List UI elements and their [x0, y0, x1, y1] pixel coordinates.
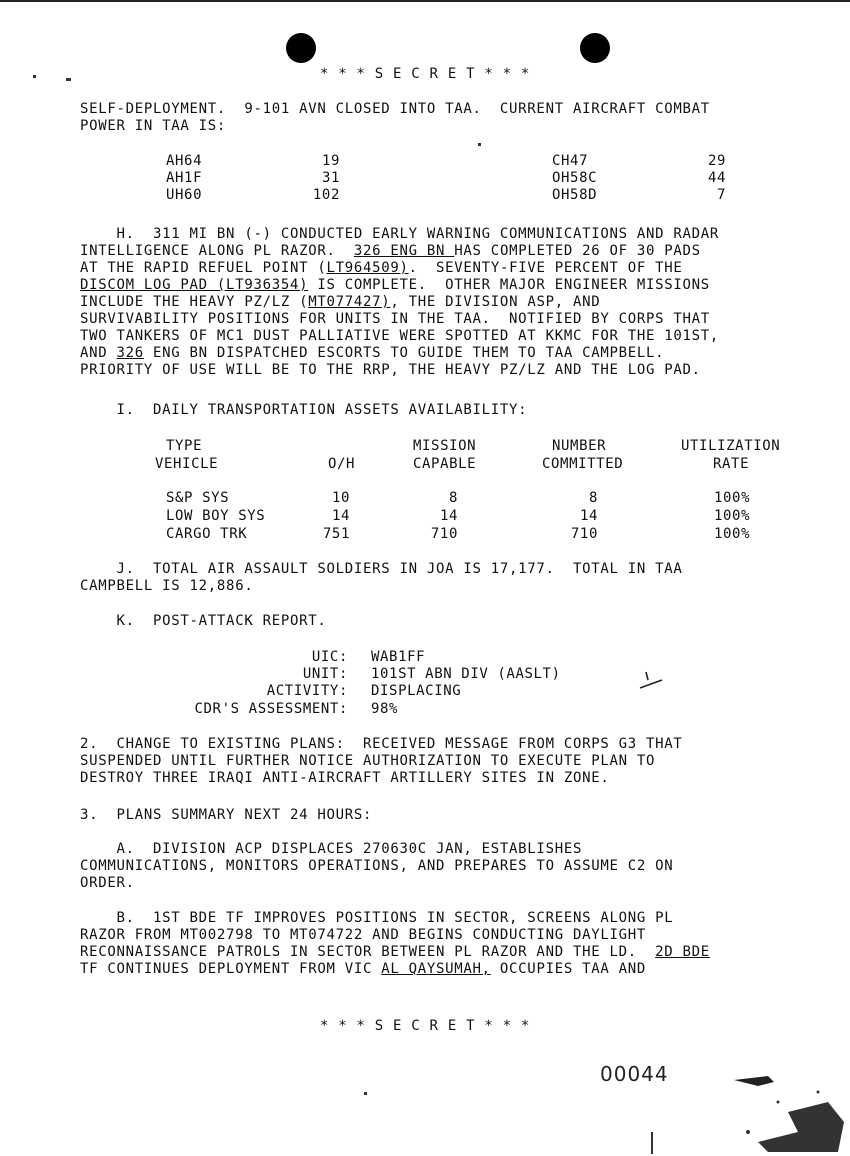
- transport-oh: 10: [331, 490, 350, 506]
- report-value: WAB1FF: [371, 649, 426, 665]
- para-b-line: RAZOR FROM MT002798 TO MT074722 AND BEGINS CONDUCTING DAYLIGHT: [80, 927, 646, 943]
- aircraft-count: 102: [312, 187, 340, 203]
- para-b-line: RECONNAISSANCE PATROLS IN SECTOR BETWEEN PL RAZOR AND THE LD. 2D BDE: [80, 944, 710, 960]
- scan-speck: [33, 75, 36, 78]
- section-2-line: SUSPENDED UNTIL FURTHER NOTICE AUTHORIZATION TO EXECUTE PLAN TO: [80, 753, 656, 769]
- para-a-line: A. DIVISION ACP DISPLACES 270630C JAN, ESTABLISHES: [80, 841, 583, 857]
- aircraft-type: UH60: [166, 187, 203, 203]
- intro-line-1: SELF-DEPLOYMENT. 9-101 AVN CLOSED INTO TAA. CURRENT AIRCRAFT COMBAT: [80, 101, 710, 117]
- transport-vehicle: S&P SYS: [166, 490, 230, 506]
- report-label: UNIT:: [302, 666, 348, 682]
- scan-speck: [364, 1092, 367, 1095]
- aircraft-count: 44: [707, 170, 726, 186]
- transport-committed: 8: [588, 490, 598, 506]
- transport-oh: 751: [322, 526, 350, 542]
- scan-speck: [478, 143, 481, 146]
- para-h-line: PRIORITY OF USE WILL BE TO THE RRP, THE HEAVY PZ/LZ AND THE LOG PAD.: [80, 362, 701, 378]
- col-header-number: NUMBER: [552, 438, 607, 454]
- transport-vehicle: LOW BOY SYS: [166, 508, 266, 524]
- binder-hole-right: [580, 33, 610, 63]
- para-j-line: CAMPBELL IS 12,886.: [80, 578, 254, 594]
- transport-vehicle: CARGO TRK: [166, 526, 248, 542]
- para-h-line: AT THE RAPID REFUEL POINT (LT964509). SEVENTY-FIVE PERCENT OF THE: [80, 260, 683, 276]
- transport-committed: 14: [579, 508, 598, 524]
- col-header-utilization: UTILIZATION: [681, 438, 781, 454]
- aircraft-type: AH64: [166, 153, 203, 169]
- transport-mission: 8: [448, 490, 458, 506]
- para-b-line: B. 1ST BDE TF IMPROVES POSITIONS IN SECTOR, SCREENS ALONG PL: [80, 910, 674, 926]
- para-h-line: H. 311 MI BN (-) CONDUCTED EARLY WARNING COMMUNICATIONS AND RADAR: [80, 226, 720, 242]
- report-value: DISPLACING: [371, 683, 462, 699]
- transport-rate: 100%: [714, 508, 751, 524]
- scan-speck: [66, 78, 71, 81]
- transport-mission: 710: [430, 526, 458, 542]
- para-j-line: J. TOTAL AIR ASSAULT SOLDIERS IN JOA IS 17,177. TOTAL IN TAA: [80, 561, 683, 577]
- report-label: UIC:: [311, 649, 348, 665]
- transport-rate: 100%: [714, 490, 751, 506]
- classification-footer: * * * S E C R E T * * *: [320, 1018, 530, 1034]
- section-2-line: DESTROY THREE IRAQI ANTI-AIRCRAFT ARTILLERY SITES IN ZONE.: [80, 770, 610, 786]
- section-3-title: 3. PLANS SUMMARY NEXT 24 HOURS:: [80, 807, 373, 823]
- binder-hole-left: [286, 33, 316, 63]
- aircraft-count: 19: [321, 153, 340, 169]
- transport-oh: 14: [331, 508, 350, 524]
- aircraft-count: 29: [707, 153, 726, 169]
- report-value: 101ST ABN DIV (AASLT): [371, 666, 561, 682]
- para-h-line: SURVIVABILITY POSITIONS FOR UNITS IN THE TAA. NOTIFIED BY CORPS THAT: [80, 311, 710, 327]
- col-header-committed: COMMITTED: [542, 456, 624, 472]
- col-header-oh: O/H: [328, 456, 356, 472]
- para-h-line: INTELLIGENCE ALONG PL RAZOR. 326 ENG BN HAS COMPLETED 26 OF 30 PADS: [80, 243, 701, 259]
- section-2-line: 2. CHANGE TO EXISTING PLANS: RECEIVED MESSAGE FROM CORPS G3 THAT: [80, 736, 683, 752]
- para-k-title: K. POST-ATTACK REPORT.: [80, 613, 327, 629]
- para-h-line: INCLUDE THE HEAVY PZ/LZ (MT077427), THE DIVISION ASP, AND: [80, 294, 601, 310]
- aircraft-type: OH58D: [552, 187, 598, 203]
- para-a-line: ORDER.: [80, 875, 135, 891]
- para-i-title: I. DAILY TRANSPORTATION ASSETS AVAILABILITY:: [80, 402, 528, 418]
- report-label: CDR'S ASSESSMENT:: [194, 701, 348, 717]
- report-value: 98%: [371, 701, 399, 717]
- scan-noise: [728, 1072, 846, 1154]
- col-header-vehicle: VEHICLE: [155, 456, 219, 472]
- transport-mission: 14: [439, 508, 458, 524]
- col-header-capable: CAPABLE: [413, 456, 477, 472]
- page-number: 00044: [600, 1062, 669, 1086]
- classification-header: * * * S E C R E T * * *: [320, 66, 530, 82]
- aircraft-count: 7: [716, 187, 726, 203]
- col-header-type: TYPE: [166, 438, 203, 454]
- col-header-rate: RATE: [713, 456, 750, 472]
- aircraft-type: AH1F: [166, 170, 203, 186]
- para-b-line: TF CONTINUES DEPLOYMENT FROM VIC AL QAYSUMAH, OCCUPIES TAA AND: [80, 961, 646, 977]
- para-h-line: DISCOM LOG PAD (LT936354) IS COMPLETE. OTHER MAJOR ENGINEER MISSIONS: [80, 277, 710, 293]
- scan-mark: [651, 1132, 653, 1154]
- aircraft-type: OH58C: [552, 170, 598, 186]
- para-h-line: TWO TANKERS OF MC1 DUST PALLIATIVE WERE SPOTTED AT KKMC FOR THE 101ST,: [80, 328, 720, 344]
- pen-mark: [636, 668, 666, 692]
- aircraft-count: 31: [321, 170, 340, 186]
- para-a-line: COMMUNICATIONS, MONITORS OPERATIONS, AND PREPARES TO ASSUME C2 ON: [80, 858, 674, 874]
- transport-committed: 710: [570, 526, 598, 542]
- top-scan-edge: [0, 0, 850, 2]
- report-label: ACTIVITY:: [266, 683, 348, 699]
- para-h-line: AND 326 ENG BN DISPATCHED ESCORTS TO GUIDE THEM TO TAA CAMPBELL.: [80, 345, 665, 361]
- transport-rate: 100%: [714, 526, 751, 542]
- intro-line-2: POWER IN TAA IS:: [80, 118, 227, 134]
- col-header-mission: MISSION: [413, 438, 477, 454]
- aircraft-type: CH47: [552, 153, 589, 169]
